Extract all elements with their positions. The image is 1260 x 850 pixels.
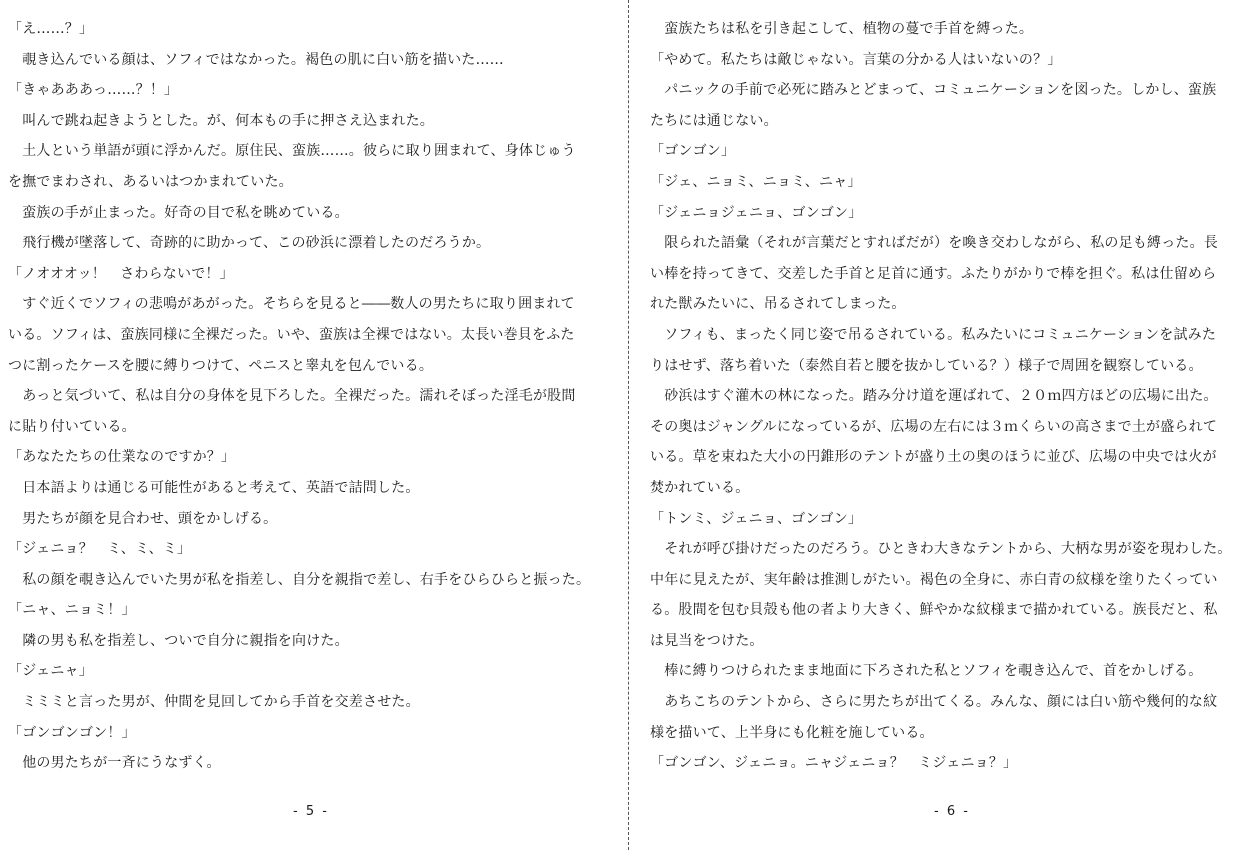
text-line: 「ノオオオッ！ さわらないで！」 (8, 265, 234, 282)
text-line: 覗き込んでいる顔は、ソフィではなかった。褐色の肌に白い筋を描いた…… (8, 51, 504, 68)
text-line: 蛮族たちは私を引き起こして、植物の蔓で手首を縛った。 (650, 21, 1034, 37)
text-line: 日本語よりは通じる可能性があると考えて、英語で詰問した。 (8, 479, 420, 496)
text-line: 土人という単語が頭に浮かんだ。原住民、蛮族……。彼らに取り囲まれて、身体じゅう (8, 143, 576, 160)
text-line: 「やめて。私たちは敵じゃない。言葉の分かる人はいないの？」 (650, 51, 1062, 68)
text-line: 飛行機が墜落して、奇跡的に助かって、この砂浜に漂着したのだろうか。 (8, 235, 491, 252)
text-line: は見当をつけた。 (650, 632, 764, 649)
text-line: あっと気づいて、私は自分の身体を見下ろした。全裸だった。濡れそぼった淫毛が股間 (8, 388, 576, 405)
text-line: 「ジェニャ」 (8, 663, 93, 680)
text-line: つに割ったケースを腰に縛りつけて、ペニスと睾丸を包んでいる。 (8, 357, 434, 374)
text-line: 「ゴンゴン」 (650, 143, 736, 160)
left-page-text (8, 14, 614, 779)
text-line: 「ジェ、ニョミ、ニョミ、ニャ」 (650, 173, 862, 190)
text-line: 「ゴンゴンゴン！」 (8, 724, 136, 741)
left-page (8, 14, 614, 844)
text-line: を撫でまわされ、あるいはつかまれていた。 (8, 173, 293, 190)
text-line: すぐ近くでソフィの悲鳴があがった。そちらを見ると――数人の男たちに取り囲まれて (8, 296, 575, 313)
text-line: 叫んで跳ね起きようとした。が、何本もの手に押さえ込まれた。 (8, 112, 434, 129)
text-line: 砂浜はすぐ灌木の林になった。踏み分け道を運ばれて、２０ｍ四方ほどの広場に出た。 (650, 388, 1218, 405)
page-number: - 6 - (934, 804, 970, 819)
text-line: その奥はジャングルになっているが、広場の左右には３ｍくらいの高さまで土が盛られて (650, 418, 1218, 435)
text-line: 私の顔を覗き込んでいた男が私を指差し、自分を親指で差し、右手をひらひらと振った。 (8, 571, 591, 588)
text-line: いる。草を束ねた大小の円錐形のテントが盛り土の奥のほうに並び、広場の中央では火が (650, 449, 1217, 466)
text-line: 「え……？」 (8, 21, 94, 37)
text-line: 蛮族の手が止まった。好奇の目で私を眺めている。 (8, 204, 349, 221)
text-line: パニックの手前で必死に踏みとどまって、コミュニケーションを図った。しかし、蛮族 (650, 82, 1217, 99)
text-line: 棒に縛りつけられたまま地面に下ろされた私とソフィを覗き込んで、首をかしげる。 (650, 663, 1203, 680)
text-line: 「あなたたちの仕業なのですか？」 (8, 449, 236, 466)
text-line: ミミミと言った男が、仲間を見回してから手首を交差させた。 (8, 694, 420, 711)
text-line: りはせず、落ち着いた（泰然自若と腰を抜かしている？）様子で周囲を観察している。 (650, 357, 1203, 374)
right-page (650, 14, 1254, 844)
text-line: いる。ソフィは、蛮族同様に全裸だった。いや、蛮族は全裸ではない。太長い巻貝をふた (8, 326, 575, 343)
text-line: たちには通じない。 (650, 112, 778, 129)
text-line: 「ニャ、ニョミ！」 (8, 602, 136, 619)
text-line: い棒を持ってきて、交差した手首と足首に通す。ふたりがかりで棒を担ぐ。私は仕留めら (650, 265, 1217, 282)
text-line: 他の男たちが一斉にうなずく。 (8, 755, 221, 772)
page-number: - 5 - (293, 804, 329, 819)
text-line: 限られた語彙（それが言葉だとすればだが）を喚き交わしながら、私の足も縛った。長 (650, 235, 1218, 252)
text-line: 隣の男も私を指差し、ついで自分に親指を向けた。 (8, 632, 349, 649)
right-page-text (650, 14, 1254, 779)
text-line: 「ゴンゴン、ジェニョ。ニャジェニョ？ ミジェニョ？」 (650, 755, 1018, 772)
text-line: に貼り付いている。 (8, 418, 136, 435)
text-line: ソフィも、まったく同じ姿で吊るされている。私みたいにコミュニケーションを試みた (650, 326, 1217, 343)
text-line: 男たちが顔を見合わせ、頭をかしげる。 (8, 510, 278, 527)
text-line: 「きゃあああっ……？！」 (8, 82, 179, 99)
text-line: あちこちのテントから、さらに男たちが出てくる。みんな、顔には白い筋や幾何的な紋 (650, 694, 1218, 711)
text-line: 様を描いて、上半身にも化粧を施している。 (650, 724, 934, 741)
page-divider (628, 0, 629, 850)
text-line: れた獣みたいに、吊るされてしまった。 (650, 296, 906, 313)
text-line: それが呼び掛けだったのだろう。ひときわ大きなテントから、大柄な男が姿を現わした。 (650, 541, 1232, 558)
text-line: 「ジェニョ？ ミ、ミ、ミ」 (8, 541, 192, 558)
text-line: 焚かれている。 (650, 479, 750, 496)
text-line: 中年に見えたが、実年齢は推測しがたい。褐色の全身に、赤白青の紋様を塗りたくってい (650, 571, 1218, 588)
text-line: る。股間を包む貝殻も他の者より大きく、鮮やかな紋様まで描かれている。族長だと、私 (650, 602, 1218, 619)
text-line: 「ジェニョジェニョ、ゴンゴン」 (650, 204, 863, 221)
text-line: 「トンミ、ジェニョ、ゴンゴン」 (650, 510, 863, 527)
